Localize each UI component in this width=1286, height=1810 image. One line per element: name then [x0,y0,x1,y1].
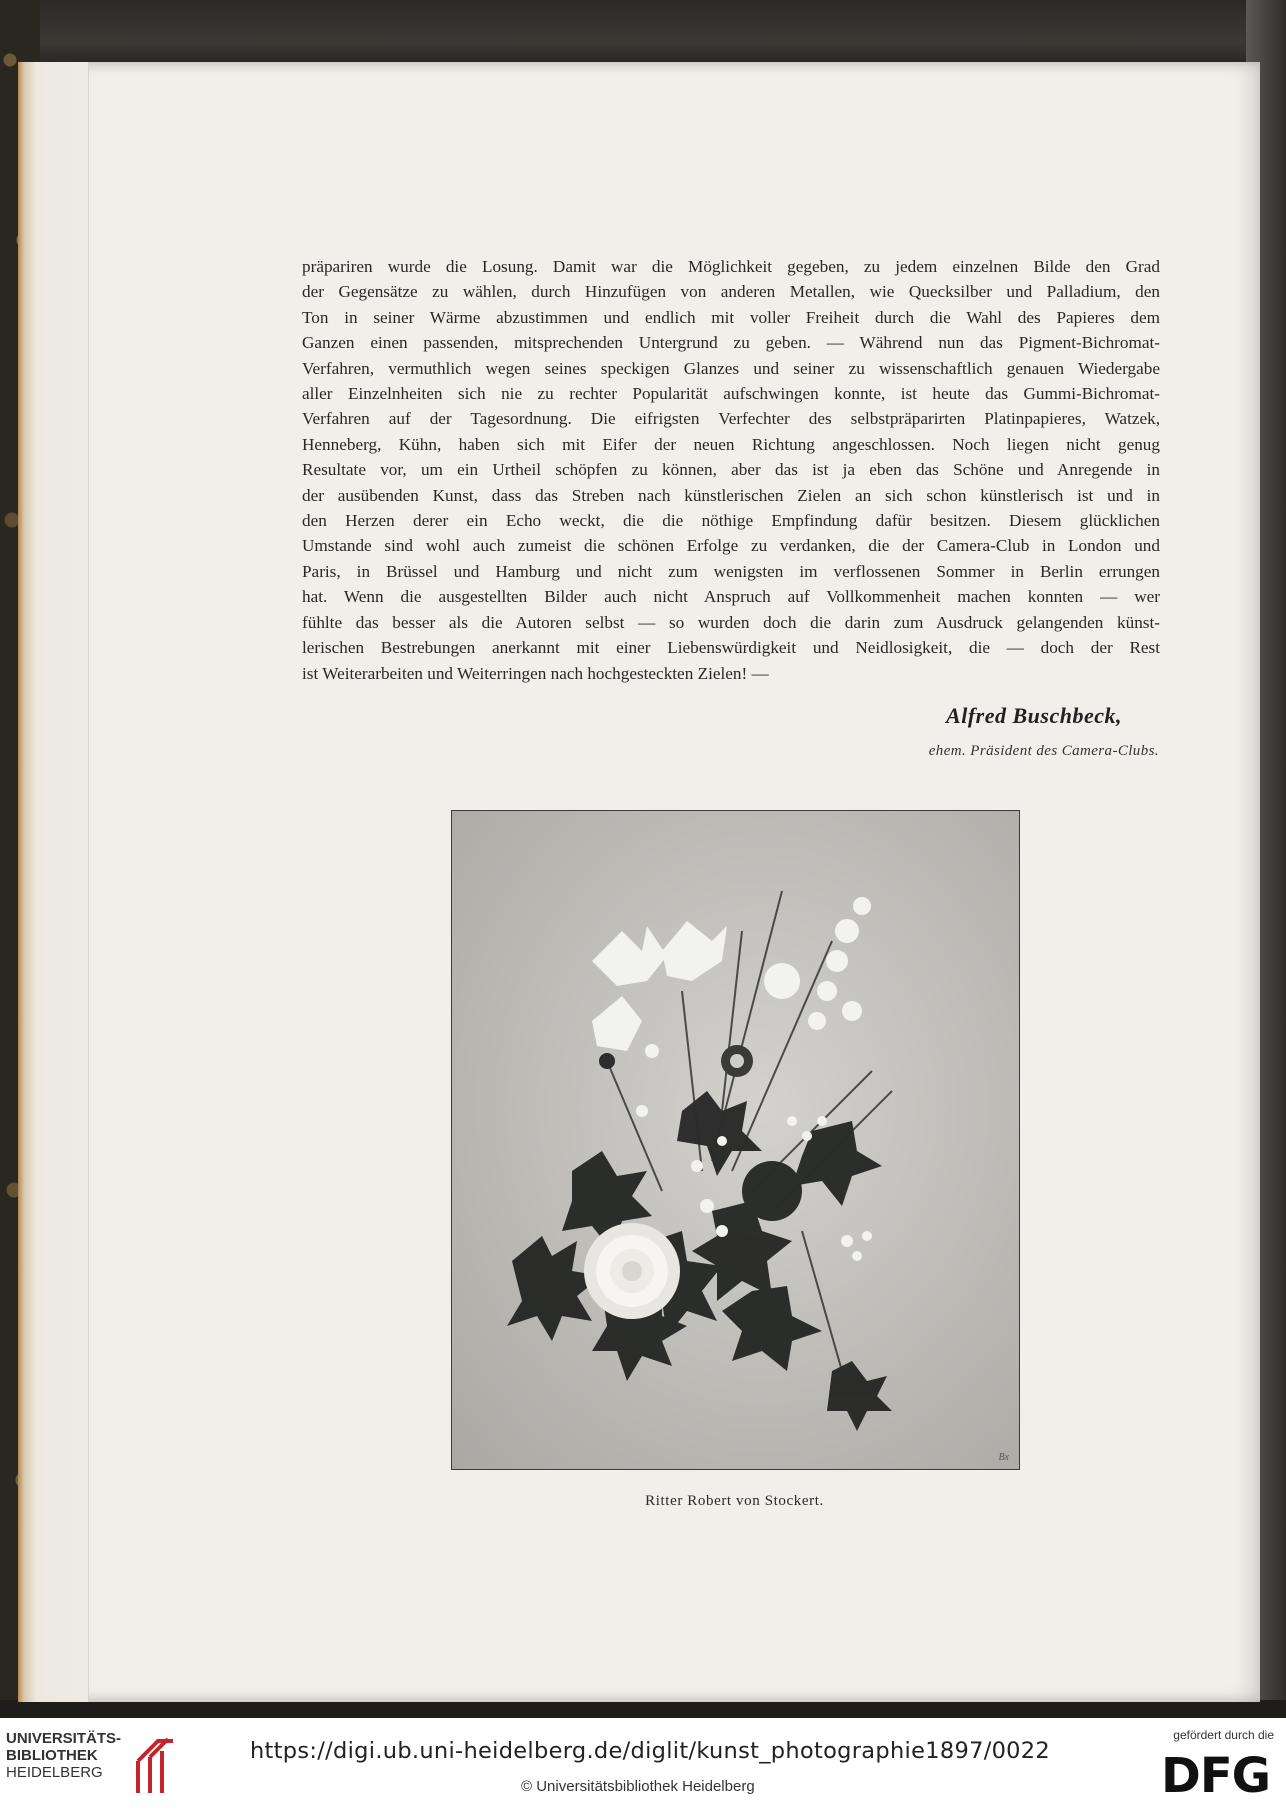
text-line: Verfahren, vermuthlich wegen seines speckigen Glanzes und seiner zu wissenschaftlich genauen Wiedergabe [302,358,1160,378]
dfg-logo[interactable]: DFG [1160,1748,1270,1804]
text-line: Henneberg, Kühn, haben sich mit Eifer der neuen Richtung angeschlossen. Noch liegen nicht genug [302,434,1160,454]
photo-monogram: Bx [998,1452,1009,1463]
text-line: der ausübenden Kunst, dass das Streben nach künstlerischen Zielen an sich schon künstlerisch ist und in [302,485,1160,505]
text-line: Verfahren auf der Tagesordnung. Die eifrigsten Verfechter des selbstpräparirten Platinpapieres, Watzek, [302,409,1160,429]
text-line: Paris, in Brüssel und Hamburg und nicht zum wenigsten im verflossenen Sommer in Berlin errungen [302,561,1160,581]
text-line: präpariren wurde die Losung. Damit war die Möglichkeit gegeben, zu jedem einzelnen Bilde den Grad [302,257,1160,276]
text-line: lerischen Bestrebungen anerkannt mit einer Liebenswürdigkeit und Neidlosigkeit, die — doch der Rest [302,638,1160,658]
funding-caption: gefördert durch die [1173,1728,1274,1742]
text-line: ist Weiterarbeiten und Weiterringen nach hochgesteckten Zielen! — [302,663,769,683]
copyright-notice: © Universitätsbibliothek Heidelberg [521,1778,755,1795]
text-line: Ton in seiner Wärme abzustimmen und endlich mit voller Freiheit durch die Wahl des Papieres dem [302,307,1160,327]
body-text [302,254,1160,686]
book-cover-top [0,0,1286,70]
text-line: hat. Wenn die ausgestellten Bilder auch nicht Anspruch auf Vollkommenheit machen konnten — wer [302,587,1160,607]
author-role: ehem. Präsident des Camera-Clubs. [928,743,1159,759]
logo-line: BIBLIOTHEK [6,1747,98,1764]
text-line: Umstande sind wohl auch zumeist die schönen Erfolge zu verdanken, die der Camera-Club in London und [302,536,1160,556]
author-signature: Alfred Buschbeck, [946,703,1122,728]
flower-bouquet-illustration [452,811,1019,1469]
page-gutter [18,62,89,1702]
library-logo-text[interactable] [6,1730,121,1781]
text-line: Resultate vor, um ein Urtheil schöpfen zu können, aber das ist ja eben das Schöne und Anregende in [302,460,1160,480]
flower-photograph [451,810,1020,1470]
text-line: Ganzen einen passenden, mitsprechenden Untergrund zu geben. — Während nun das Pigment-Bichromat- [302,333,1160,353]
text-line: aller Einzelnheiten sich nie zu rechter Popularität aufschwingen konnte, ist heute das Gummi-Bichromat- [302,384,1160,404]
text-line: fühlte das besser als die Autoren selbst — so wurden doch die darin zum Ausdruck gelangenden künst- [302,612,1160,632]
library-logo-icon[interactable] [128,1731,178,1797]
viewer-footer [0,1718,1286,1810]
logo-line: HEIDELBERG [6,1764,103,1781]
photo-caption: Ritter Robert von Stockert. [645,1493,824,1509]
text-line: der Gegensätze zu wählen, durch Hinzufügen von anderen Metallen, wie Quecksilber und Palladium, den [302,282,1160,302]
permalink-url[interactable]: https://digi.ub.uni-heidelberg.de/diglit/kunst_photographie1897/0022 [250,1738,1051,1764]
logo-line: UNIVERSITÄTS- [6,1730,122,1747]
text-line: den Herzen derer ein Echo weckt, die die nöthige Empfindung dafür besitzen. Diesem glücklichen [302,511,1160,531]
